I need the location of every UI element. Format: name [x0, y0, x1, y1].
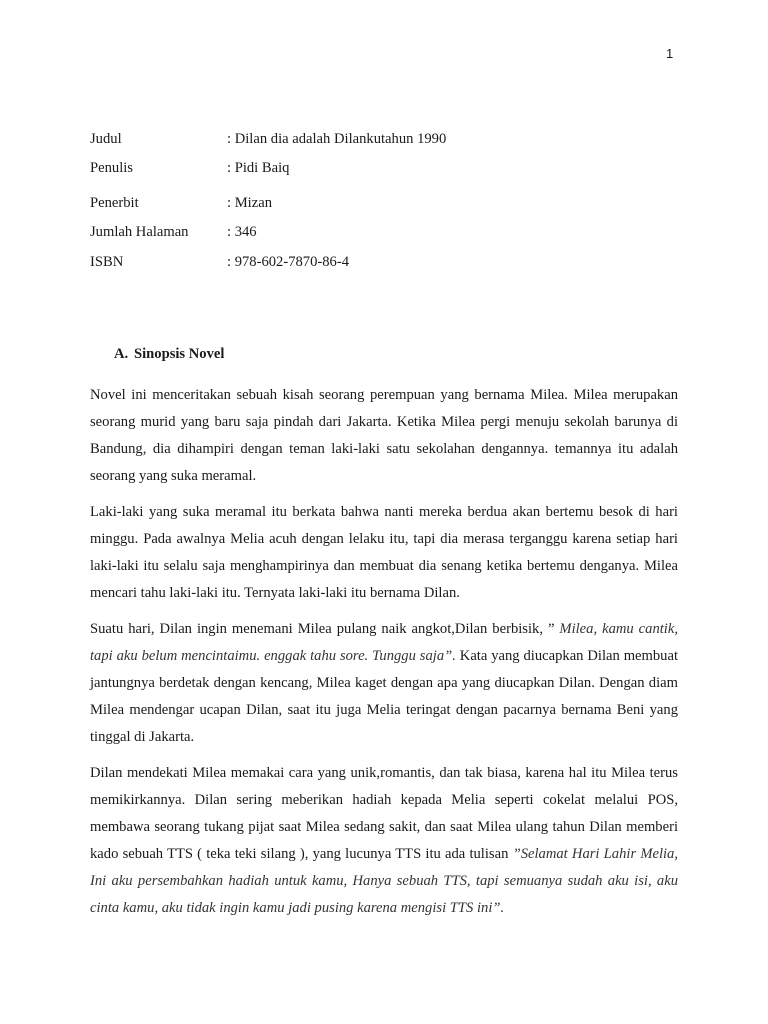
- section-number: A.: [114, 346, 129, 362]
- info-value: : Mizan: [227, 195, 272, 211]
- info-label: ISBN: [90, 254, 124, 270]
- info-value: : Dilan dia adalah Dilankutahun 1990: [227, 131, 447, 147]
- paragraph-3: [90, 616, 678, 751]
- section-heading: [114, 346, 224, 363]
- info-value: : 978-602-7870-86-4: [227, 254, 350, 270]
- paragraph-4-quote: ”Selamat Hari Lahir Melia, Ini aku persembahkan hadiah untuk kamu, Hanya sebuah TTS, tapi semuanya sudah aku isi, aku cinta kamu, aku tidak ingin kamu jadi pusing karena mengisi TTS ini”.: [90, 846, 679, 916]
- paragraph-4-lead: Dilan mendekati Milea memakai cara yang unik,romantis, dan tak biasa, karena hal itu Milea terus memikirkannya. Dilan sering meberikan hadiah kepada Melia seperti cokelat melalui POS, membawa seorang tukang pijat saat Milea sedang sakit, dan saat Milea ulang tahun Dilan memberi kado sebuah TTS ( teka teki silang ), yang lucunya TTS itu ada tulisan: [90, 765, 678, 862]
- section-title: Sinopsis Novel: [134, 346, 225, 362]
- info-label: Penerbit: [90, 195, 139, 211]
- info-label: Jumlah Halaman: [90, 224, 189, 240]
- paragraph-1: Novel ini menceritakan sebuah kisah seorang perempuan yang bernama Milea. Milea merupakan seorang murid yang baru saja pindah dari Jakarta. Ketika Milea pergi menuju sekolah barunya di Bandung, dia dihampiri dengan teman laki-laki satu sekolahan dengannya. temannya itu adalah seorang yang suka meramal.: [90, 387, 678, 484]
- paragraph-3-tail: Kata yang diucapkan Dilan membuat jantungnya berdetak dengan kencang, Milea kaget dengan apa yang diucapkan Dilan. Dengan diam Milea mendengar ucapan Dilan, saat itu juga Melia teringat dengan pacarnya bernama Beni yang tinggal di Jakarta.: [90, 648, 679, 745]
- page-number: 1: [666, 46, 674, 61]
- paragraph-2: Laki-laki yang suka meramal itu berkata bahwa nanti mereka berdua akan bertemu besok di hari minggu. Pada awalnya Melia acuh dengan lelaku itu, tapi dia merasa terganggu karena setiap hari laki-laki itu selalu saja menghampirinya dan membuat dia senang ketika bertemu denganya. Milea mencari tahu laki-laki itu. Ternyata laki-laki itu bernama Dilan.: [90, 504, 678, 601]
- paragraph-4: [90, 760, 678, 922]
- paragraph-3-lead: Suatu hari, Dilan ingin menemani Milea pulang naik angkot,Dilan berbisik, ”: [90, 621, 555, 637]
- info-label: Penulis: [90, 160, 133, 176]
- info-value: : Pidi Baiq: [227, 160, 290, 176]
- info-value: : 346: [227, 224, 257, 240]
- info-label: Judul: [90, 131, 122, 147]
- paragraph-3-quote: Milea, kamu cantik, tapi aku belum mencintaimu. enggak tahu sore. Tunggu saja”.: [90, 621, 678, 664]
